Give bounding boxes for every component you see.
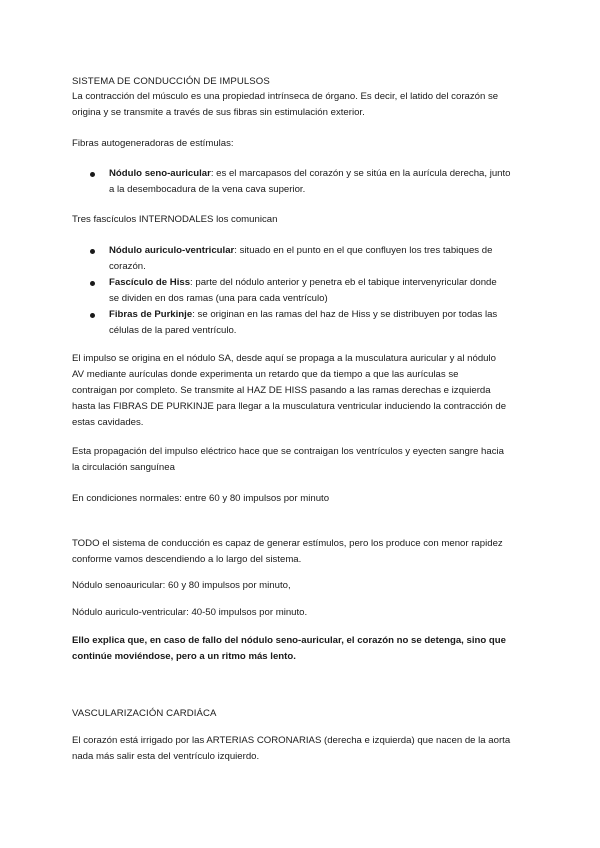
list-item-fasciculo-hiss: Fascículo de Hiss: parte del nódulo anterior y penetra eb el tabique intervenyricular donde se dividen en dos ramas (una para cada ventrículo) — [72, 275, 532, 307]
bullet-icon — [90, 313, 95, 318]
vascular-paragraph: El corazón está irrigado por las ARTERIAS CORONARIAS (derecha e izquierda) que nacen de la aorta nada más salir esta del ventrículo izquierdo. — [72, 735, 511, 762]
list-item-nodulo-sa: Nódulo seno-auricular: es el marcapasos del corazón y se sitúa en la aurícula derecha, junto a la desembocadura de la vena cava superior. — [72, 166, 532, 198]
intro-paragraph: La contracción del músculo es una propiedad intrínseca de órgano. Es decir, el latido del corazón se origina y se transmite a través de sus fibras sin estimulación exterior. — [72, 91, 499, 118]
list-item-fibras-purkinje: Fibras de Purkinje: se originan en las ramas del haz de Hiss y se distribuyen por todas las células de la pared ventrículo. — [72, 307, 532, 339]
fibras-label: Fibras autogeneradoras de estímulas: — [72, 138, 234, 149]
bullet-list-conduction — [72, 243, 532, 339]
ello-paragraph-bold: Ello explica que, en caso de fallo del nódulo seno-auricular, el corazón no se detenga, sino que continúe moviéndose, pero a un ritmo más lento. — [72, 635, 506, 662]
list-item-nodulo-av: Nódulo auriculo-ventricular: situado en el punto en el que confluyen los tres tabiques de corazón. — [72, 243, 532, 275]
bullet-icon — [90, 249, 95, 254]
tres-fasciculos-label: Tres fascículos INTERNODALES los comunican — [72, 214, 278, 225]
condiciones-line: En condiciones normales: entre 60 y 80 impulsos por minuto — [72, 493, 330, 504]
rate-sa-line: Nódulo senoauricular: 60 y 80 impulsos por minuto, — [72, 580, 291, 591]
bullet-icon — [90, 281, 95, 286]
propagacion-paragraph: Esta propagación del impulso eléctrico hace que se contraigan los ventrículos y eyecten sangre hacia la circulación sanguínea — [72, 446, 504, 473]
bullet-list-sa — [72, 166, 532, 198]
section-heading-vascularizacion: VASCULARIZACIÓN CARDIÁCA — [72, 708, 217, 719]
todo-paragraph: TODO el sistema de conducción es capaz de generar estímulos, pero los produce con menor rapidez conforme vamos descendiendo a lo largo del sistema. — [72, 538, 503, 565]
impulso-paragraph: El impulso se origina en el nódulo SA, desde aquí se propaga a la musculatura auricular y al nódulo AV mediante aurículas donde experimenta un retardo que da tiempo a que las aurículas se contraigan por completo. Se transmite al HAZ DE HISS pasando a las ramas derechas e izquierda hasta las FIBRAS DE PURKINJE para llegar a la musculatura ventricular induciendo la contracción de estas cavidades. — [72, 353, 507, 428]
rate-av-line: Nódulo auriculo-ventricular: 40-50 impulsos por minuto. — [72, 607, 308, 618]
section-heading-conduccion: SISTEMA DE CONDUCCIÓN DE IMPULSOS — [72, 76, 270, 87]
bullet-icon — [90, 172, 95, 177]
